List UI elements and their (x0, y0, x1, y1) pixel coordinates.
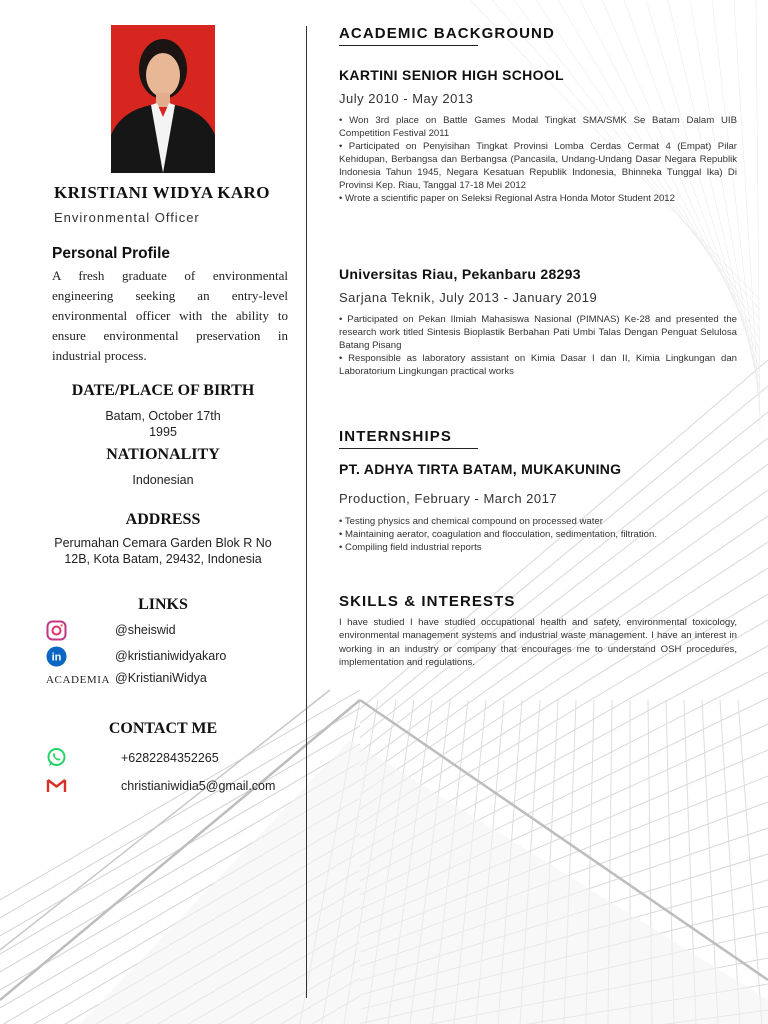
birth-place-date (20, 408, 306, 440)
column-divider (306, 26, 307, 998)
nationality-heading: NATIONALITY (106, 446, 220, 463)
school-1-period: July 2010 - May 2013 (339, 91, 474, 106)
list-item: • Testing physics and chemical compound on processed water (339, 516, 603, 527)
internship-period: Production, February - March 2017 (339, 491, 558, 506)
school-1-achievements (339, 114, 737, 205)
list-item: • Won 3rd place on Battle Games Modal Tingkat SMA/SMK Se Batam Dalam UIB Competition Festival 2011 (339, 115, 737, 139)
birth-heading: DATE/PLACE OF BIRTH (71, 382, 255, 399)
internships-heading: INTERNSHIPS (339, 428, 452, 445)
profile-photo (111, 25, 215, 173)
phone-number[interactable]: +6282284352265 (121, 751, 219, 765)
linkedin-handle[interactable]: @kristianiwidyakaro (115, 649, 227, 663)
address-line-2: 12B, Kota Batam, 29432, Indonesia (64, 552, 262, 566)
school-2-achievements (339, 313, 737, 378)
instagram-icon (46, 620, 67, 641)
internships-heading-rule (339, 448, 478, 449)
candidate-name: KRISTIANI WIDYA KARO (54, 183, 270, 202)
contact-heading: CONTACT ME (108, 720, 218, 737)
personal-profile-text: A fresh graduate of environmental engineering seeking an entry-level environmental officer with the ability to ensure environmental preservation in industrial process. (52, 268, 288, 363)
list-item: • Participated on Penyisihan Tingkat Provinsi Lomba Cerdas Cermat 4 (Empat) Pilar Kehidupan, Berbangsa dan Berbangsa (Pancasila, Undang-Undang Dasar Negara Republik Indonesia Tahun 1945, Negara Kesatuan Republik Indonesia, Bhinneka Tunggal Ika) Di Provinsi Kep. Riau, Tanggal 17-18 Mei 2012 (339, 141, 737, 191)
birth-line-1: Batam, October 17th (105, 409, 221, 423)
academia-handle[interactable]: @KristianiWidya (115, 671, 207, 685)
list-item: • Maintaining aerator, coagulation and flocculation, sedimentation, filtration. (339, 529, 658, 540)
instagram-handle[interactable]: @sheiswid (115, 623, 176, 637)
list-item: • Wrote a scientific paper on Seleksi Regional Astra Honda Motor Student 2012 (339, 193, 675, 204)
linkedin-icon (46, 646, 67, 667)
school-1-name: KARTINI SENIOR HIGH SCHOOL (339, 67, 564, 83)
address-value (20, 535, 306, 567)
academic-heading: ACADEMIC BACKGROUND (339, 25, 555, 42)
list-item: • Compiling field industrial reports (339, 542, 482, 553)
skills-text: I have studied I have studied occupational health and safety, environmental toxicology, environmental management systems and industrial waste management. I have an interest in working in an industry or company that encourages me to understand OSH procedures, implementation and regulations. (339, 617, 737, 668)
links-heading: LINKS (138, 596, 188, 613)
list-item: • Participated on Pekan Ilmiah Mahasiswa Nasional (PIMNAS) Ke-28 and presented the research work titled Sintesis Bioplastik Berbahan Pati Umbi Talas Dengan Penguat Selulosa Batang Pisang (339, 314, 737, 351)
whatsapp-icon (46, 747, 67, 768)
skills-heading: SKILLS & INTERESTS (339, 593, 516, 610)
personal-profile-heading: Personal Profile (52, 245, 171, 262)
birth-line-2: 1995 (149, 425, 177, 439)
nationality-value: Indonesian (132, 473, 194, 487)
candidate-role: Environmental Officer (54, 210, 200, 225)
svg-text:in: in (51, 651, 62, 664)
list-item: • Responsible as laboratory assistant on Kimia Dasar I dan II, Kimia Lingkungan dan Laboratorium Lingkungan practical works (339, 353, 737, 377)
internships-section-header (339, 428, 478, 449)
school-2-period: Sarjana Teknik, July 2013 - January 2019 (339, 290, 598, 305)
address-line-1: Perumahan Cemara Garden Blok R No (54, 536, 272, 550)
school-2-name: Universitas Riau, Pekanbaru 28293 (339, 266, 581, 282)
academic-section-header (339, 25, 555, 46)
academia-logo: ACADEMIA (46, 674, 111, 686)
email-address[interactable]: christianiwidia5@gmail.com (121, 779, 276, 793)
internship-tasks (339, 515, 737, 554)
address-heading: ADDRESS (125, 511, 201, 528)
internship-company: PT. ADHYA TIRTA BATAM, MUKAKUNING (339, 461, 622, 477)
gmail-icon (46, 775, 67, 796)
skills-section-header (339, 593, 515, 610)
academic-heading-rule (339, 45, 478, 46)
portrait-illustration (111, 25, 215, 173)
